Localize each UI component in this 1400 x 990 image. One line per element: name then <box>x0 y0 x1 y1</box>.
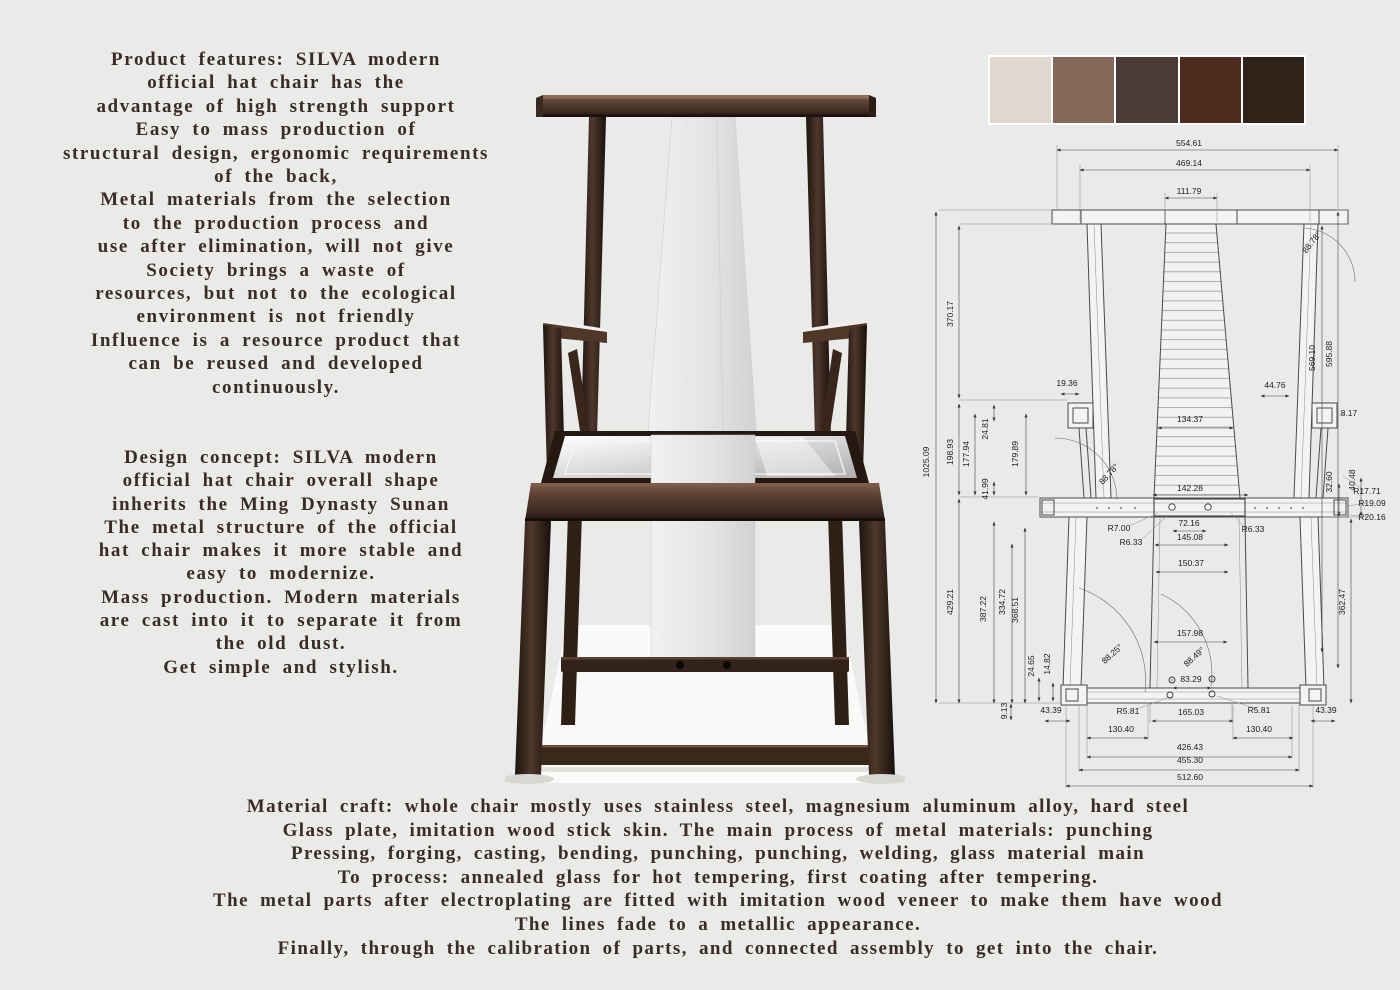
text-line: can be reused and developed <box>128 353 424 375</box>
dimension-label: 426.43 <box>1177 742 1203 752</box>
text-line: use after elimination, will not give <box>97 236 455 258</box>
dimension-label: 150.37 <box>1178 558 1204 568</box>
dimension-label: 41.99 <box>980 478 990 500</box>
dimension-label: R6.33 <box>1241 524 1265 534</box>
text-line: environment is not friendly <box>136 306 416 328</box>
dimension-label: R5.81 <box>1116 706 1140 716</box>
text-line: the old dust. <box>215 633 347 655</box>
dimension-label: 32.60 <box>1324 471 1334 493</box>
text-line: structural design, ergonomic requirements <box>62 142 490 164</box>
dimension-label: 595.88 <box>1324 341 1334 367</box>
dimension-label: 469.14 <box>1176 158 1202 168</box>
text-line: Glass plate, imitation wood stick skin. The main process of metal materials: punching <box>282 819 1154 841</box>
dimension-label: 83.29 <box>1180 674 1202 684</box>
product-features-text <box>8 48 544 399</box>
text-line: official hat chair has the <box>147 72 405 94</box>
dimension-label: 8.17 <box>1340 408 1358 418</box>
dimension-label: R17.71 <box>1353 486 1381 496</box>
dimension-label: 72.16 <box>1178 518 1200 528</box>
dimension-label: 24.81 <box>980 418 990 440</box>
dimension-label: 44.76 <box>1264 380 1286 390</box>
dimension-label: 362.47 <box>1337 589 1347 615</box>
text-line: advantage of high strength support <box>96 95 456 117</box>
dimension-label: 1025.09 <box>921 446 931 478</box>
bottom-stretcher <box>533 745 877 772</box>
dimension-label: 40.48 <box>1347 469 1357 491</box>
crest-rail <box>536 95 876 117</box>
dimension-label: 88.49° <box>1181 644 1207 669</box>
dimension-label: 370.17 <box>945 301 955 327</box>
text-line: Mass production. Modern materials <box>101 586 461 608</box>
dimension-label: 24.65 <box>1026 655 1036 677</box>
text-line: official hat chair overall shape <box>122 470 440 492</box>
dimension-label: 455.30 <box>1177 755 1203 765</box>
dimension-label: 43.39 <box>1315 705 1337 715</box>
technical-drawing <box>915 132 1400 800</box>
dimension-label: R6.33 <box>1119 537 1143 547</box>
text-line: Society brings a waste of <box>146 259 406 281</box>
dimension-label: 130.40 <box>1246 724 1272 734</box>
chair-render <box>505 85 905 785</box>
dimension-label: 111.79 <box>1176 186 1202 196</box>
palette-swatch-3 <box>1116 57 1177 123</box>
dimension-label: 334.72 <box>997 589 1007 615</box>
text-line: Material craft: whole chair mostly uses stainless steel, magnesium aluminum alloy, hard steel <box>246 796 1190 817</box>
text-line: Metal materials from the selection <box>100 189 452 211</box>
dimension-label: 368.51 <box>1010 597 1020 623</box>
material-craft-text <box>58 795 1378 960</box>
dimension-label: 429.21 <box>945 589 955 615</box>
dimension-label: 134.37 <box>1177 414 1203 424</box>
dimension-label: R5.81 <box>1247 705 1271 715</box>
text-line: Easy to mass production of <box>135 119 417 141</box>
palette-swatch-5 <box>1243 57 1304 123</box>
text-line: Product features: SILVA modern <box>111 49 441 70</box>
dimension-label: 88.78° <box>1300 229 1324 255</box>
dimension-label: 88.78° <box>1096 461 1121 487</box>
text-line: Finally, through the calibration of parts, and connected assembly to get into the chair. <box>277 937 1159 959</box>
front-seat-rail <box>525 483 885 521</box>
text-line: continuously. <box>212 376 340 398</box>
text-line: To process: annealed glass for hot tempering, first coating after tempering. <box>337 866 1099 888</box>
dimension-label: 130.40 <box>1108 724 1134 734</box>
dimension-label: 9.13 <box>999 702 1009 720</box>
rear-stretcher <box>561 657 849 672</box>
palette-swatch-4 <box>1180 57 1241 123</box>
text-line: Design concept: SILVA modern <box>124 447 438 468</box>
back-splat <box>647 117 757 445</box>
text-line: The metal structure of the official <box>104 516 458 538</box>
dimension-label: 569.10 <box>1307 345 1317 371</box>
text-line: of the back, <box>214 166 338 188</box>
dimension-label: 19.36 <box>1056 378 1078 388</box>
text-line: Get simple and stylish. <box>163 656 399 678</box>
dimension-label: 14.82 <box>1042 653 1052 675</box>
dimension-label: R19.09 <box>1358 498 1386 508</box>
design-concept-text <box>31 446 531 679</box>
text-line: The metal parts after electroplating are fitted with imitation wood veneer to make them have wood <box>213 890 1223 912</box>
text-line: resources, but not to the ecological <box>95 283 457 305</box>
dimension-label: 512.60 <box>1177 772 1203 782</box>
dimension-label: 165.03 <box>1178 707 1204 717</box>
dimension-label: 179.89 <box>1010 441 1020 467</box>
text-line: to the production process and <box>122 212 430 234</box>
text-line: are cast into it to separate it from <box>99 610 463 632</box>
color-palette <box>988 55 1306 125</box>
dimension-label: R7.00 <box>1107 523 1131 533</box>
text-line: hat chair makes it more stable and <box>98 540 464 562</box>
dimension-label: 43.39 <box>1040 705 1062 715</box>
back-splat-lower <box>651 435 755 669</box>
dimension-label: 554.61 <box>1176 138 1202 148</box>
text-line: easy to modernize. <box>186 563 376 585</box>
dimension-label: 157.98 <box>1177 628 1203 638</box>
dimension-label: 198.93 <box>945 439 955 465</box>
dimension-label: 145.08 <box>1177 532 1203 542</box>
text-line: inherits the Ming Dynasty Sunan <box>112 493 450 515</box>
text-line: Pressing, forging, casting, bending, punching, punching, welding, glass material main <box>290 843 1146 865</box>
dimension-label: 142.28 <box>1177 483 1203 493</box>
text-line: The lines fade to a metallic appearance. <box>514 913 922 935</box>
back-post-left <box>581 117 606 437</box>
dimension-label: 88.25° <box>1099 641 1125 666</box>
dimension-label: R20.16 <box>1358 512 1386 522</box>
dimension-label: 387.22 <box>978 596 988 622</box>
palette-swatch-1 <box>990 57 1051 123</box>
text-line: Influence is a resource product that <box>90 329 462 351</box>
palette-swatch-2 <box>1053 57 1114 123</box>
dimension-label: 177.94 <box>961 441 971 467</box>
